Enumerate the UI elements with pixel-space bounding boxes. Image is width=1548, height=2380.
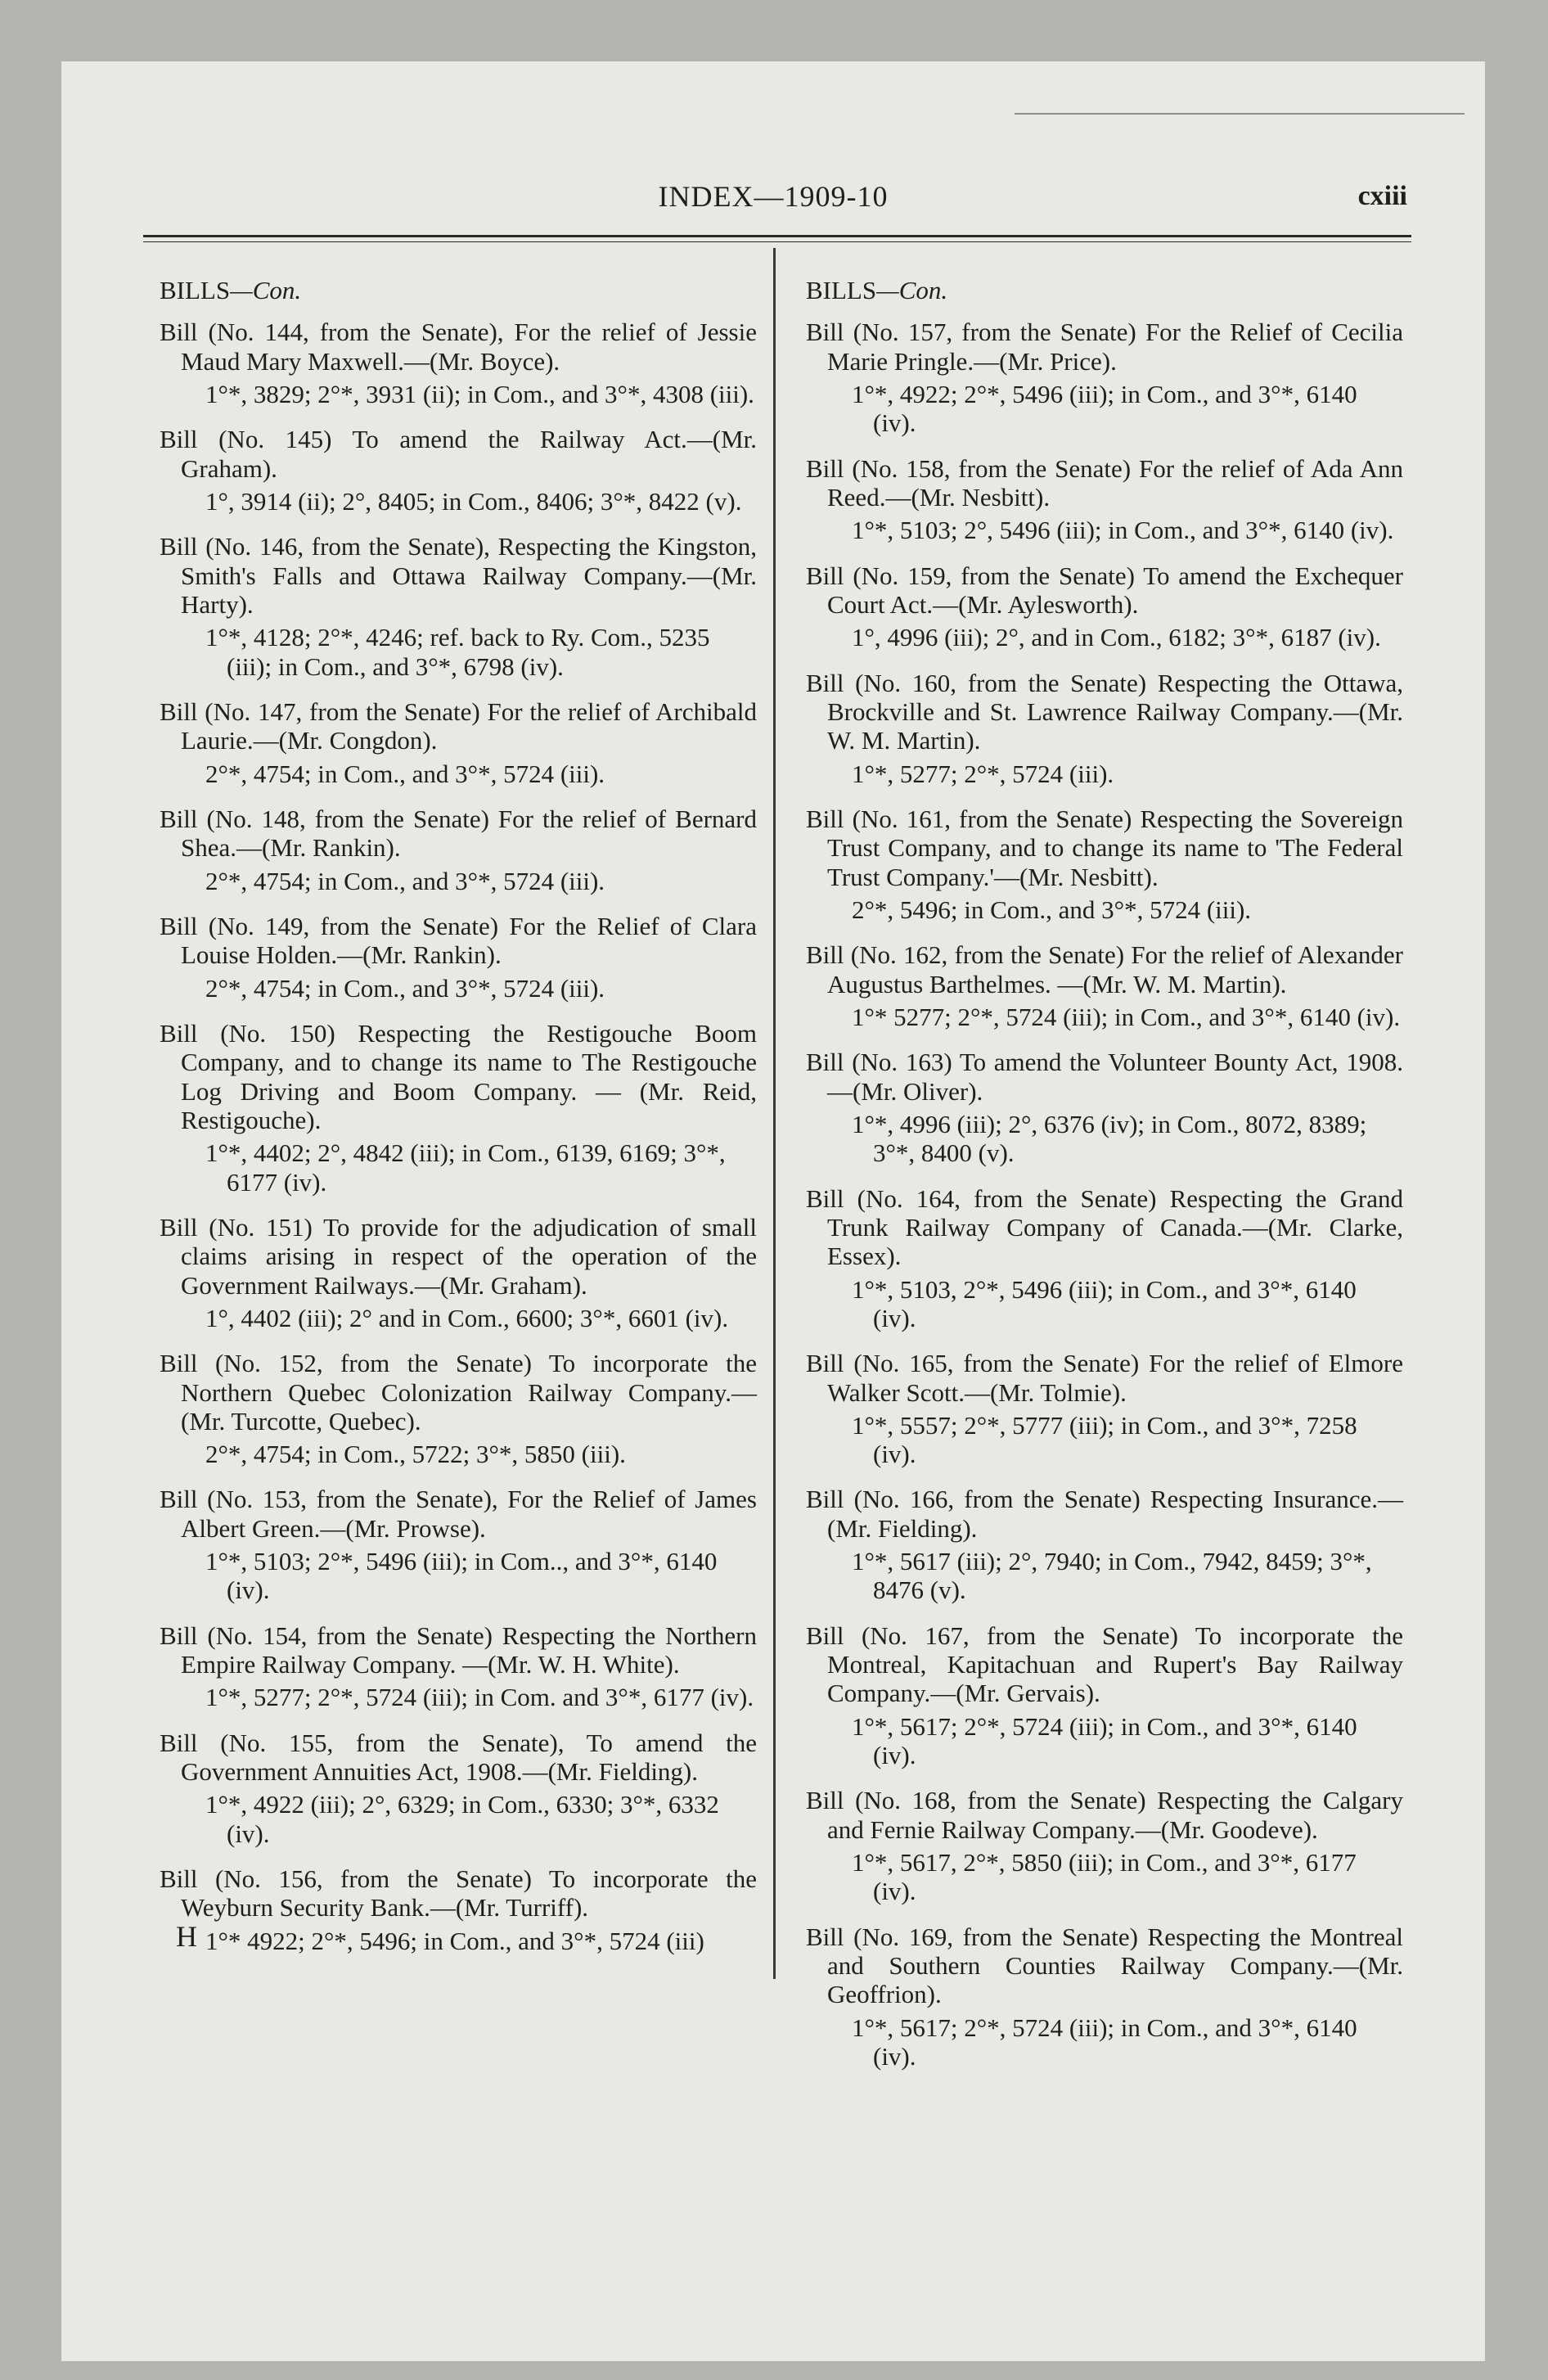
bill-references: 1°*, 3829; 2°*, 3931 (ii); in Com., and 3°*, 4308 (iii). [205, 379, 754, 408]
index-entry [160, 697, 757, 788]
bill-title: Bill (No. 147, from the Senate) For the relief of Archibald Laurie.—(Mr. Congdon). [160, 696, 757, 755]
bill-title: Bill (No. 148, from the Senate) For the relief of Bernard Shea.—(Mr. Rankin). [160, 804, 757, 863]
bill-title: Bill (No. 146, from the Senate), Respecting the Kingston, Smith's Falls and Ottawa Railway Company.—(Mr. Harty). [160, 532, 757, 619]
bill-references: 1°*, 5277; 2°*, 5724 (iii); in Com. and 3°*, 6177 (iv). [205, 1683, 754, 1712]
bill-title: Bill (No. 151) To provide for the adjudication of small claims arising in respect of the operation of the Government Railways.—(Mr. Graham). [160, 1212, 757, 1300]
bill-title: Bill (No. 156, from the Senate) To incorporate the Weyburn Security Bank.—(Mr. Turriff). [160, 1864, 757, 1922]
bill-title: Bill (No. 144, from the Senate), For the relief of Jessie Maud Mary Maxwell.—(Mr. Boyce). [160, 318, 757, 376]
bill-title: Bill (No. 168, from the Senate) Respecting the Calgary and Fernie Railway Company.—(Mr. Goodeve). [806, 1786, 1403, 1844]
index-entry [806, 1621, 1403, 1770]
bill-references: 1°* 5277; 2°*, 5724 (iii); in Com., and 3°*, 6140 (iv). [852, 1002, 1401, 1031]
bill-references: 1°*, 4128; 2°*, 4246; ref. back to Ry. Com., 5235 (iii); in Com., and 3°*, 6798 (iv). [205, 623, 710, 681]
bill-title: Bill (No. 145) To amend the Railway Act.—(Mr. Graham). [160, 425, 757, 483]
bill-references: 2°*, 4754; in Com., and 3°*, 5724 (iii). [205, 866, 605, 895]
bill-title: Bill (No. 169, from the Senate) Respecting the Montreal and Southern Counties Railway Company.—(Mr. Geoffrion). [806, 1922, 1403, 2009]
index-entry [160, 1729, 757, 1848]
bill-references: 1°*, 5557; 2°*, 5777 (iii); in Com., and 3°*, 7258 (iv). [852, 1410, 1357, 1469]
index-entry [160, 318, 757, 408]
index-entry [806, 940, 1403, 1031]
index-entry [806, 1485, 1403, 1604]
bill-references: 1°*, 5617; 2°*, 5724 (iii); in Com., and 3°*, 6140 (iv). [852, 1711, 1357, 1770]
bill-title: Bill (No. 165, from the Senate) For the relief of Elmore Walker Scott.—(Mr. Tolmie). [806, 1349, 1403, 1407]
index-entry [160, 805, 757, 895]
bill-references: 1°*, 5103; 2°, 5496 (iii); in Com., and 3°*, 6140 (iv). [852, 516, 1394, 545]
bill-references: 1°, 4402 (iii); 2° and in Com., 6600; 3°*, 6601 (iv). [205, 1303, 729, 1332]
index-entry [160, 532, 757, 681]
bill-references: 2°*, 4754; in Com., 5722; 3°*, 5850 (iii). [205, 1440, 626, 1469]
index-entry [160, 1349, 757, 1468]
entry-list [160, 318, 757, 1955]
bill-title: Bill (No. 149, from the Senate) For the Relief of Clara Louise Holden.—(Mr. Rankin). [160, 911, 757, 970]
right-column [806, 276, 1403, 2087]
index-entry [806, 561, 1403, 652]
index-entry [806, 454, 1403, 545]
bill-references: 1°*, 4922 (iii); 2°, 6329; in Com., 6330; 3°*, 6332 (iv). [205, 1790, 719, 1848]
bill-title: Bill (No. 162, from the Senate) For the relief of Alexander Augustus Barthelmes. —(Mr. W. M. Martin). [806, 940, 1403, 998]
bill-title: Bill (No. 152, from the Senate) To incorporate the Northern Quebec Colonization Railway Company.—(Mr. Turcotte, Quebec). [160, 1349, 757, 1436]
entry-list [806, 318, 1403, 2071]
page-number: cxiii [1357, 181, 1407, 211]
bill-references: 1°*, 4996 (iii); 2°, 6376 (iv); in Com., 8072, 8389; 3°*, 8400 (v). [852, 1109, 1367, 1168]
index-entry [806, 1184, 1403, 1333]
bill-references: 1°*, 5617 (iii); 2°, 7940; in Com., 7942, 8459; 3°*, 8476 (v). [852, 1547, 1372, 1605]
column-heading [160, 276, 757, 304]
header-rule-thin [143, 241, 1411, 242]
bill-title: Bill (No. 157, from the Senate) For the Relief of Cecilia Marie Pringle.—(Mr. Price). [806, 318, 1403, 376]
index-entry [806, 1922, 1403, 2071]
index-entry [160, 1019, 757, 1197]
heading-label: BILLS [160, 276, 231, 304]
index-entry [806, 318, 1403, 437]
index-entry [160, 1864, 757, 1955]
bill-references: 2°*, 5496; in Com., and 3°*, 5724 (iii). [852, 895, 1252, 924]
heading-label: BILLS [806, 276, 877, 304]
bill-references: 1°*, 4922; 2°*, 5496 (iii); in Com., and 3°*, 6140 (iv). [852, 379, 1357, 438]
index-page [61, 61, 1485, 2361]
bill-references: 1°*, 5103; 2°*, 5496 (iii); in Com.., and 3°*, 6140 (iv). [205, 1547, 718, 1605]
bill-title: Bill (No. 163) To amend the Volunteer Bounty Act, 1908.—(Mr. Oliver). [806, 1048, 1403, 1106]
bill-references: 1°*, 4402; 2°, 4842 (iii); in Com., 6139, 6169; 3°*, 6177 (iv). [205, 1138, 726, 1197]
index-entry [160, 1621, 757, 1712]
column-divider [773, 248, 776, 1979]
index-entry [806, 1349, 1403, 1468]
bill-title: Bill (No. 150) Respecting the Restigouche Boom Company, and to change its name to The Restigouche Log Driving and Boom Company. — (Mr. Reid, Restigouche). [160, 1018, 757, 1134]
bill-references: 1°*, 5617; 2°*, 5724 (iii); in Com., and 3°*, 6140 (iv). [852, 2013, 1357, 2071]
bill-title: Bill (No. 166, from the Senate) Respecting Insurance.—(Mr. Fielding). [806, 1485, 1403, 1543]
index-entry [806, 805, 1403, 924]
heading-continued: —Con. [230, 276, 302, 304]
bill-references: 2°*, 4754; in Com., and 3°*, 5724 (iii). [205, 759, 605, 788]
top-rule [1015, 113, 1465, 115]
bill-references: 1°*, 5277; 2°*, 5724 (iii). [852, 759, 1114, 788]
bill-references: 1°* 4922; 2°*, 5496; in Com., and 3°*, 5724 (iii) [205, 1926, 704, 1955]
bill-references: 1°, 3914 (ii); 2°, 8405; in Com., 8406; 3°*, 8422 (v). [205, 486, 742, 516]
index-entry [806, 1786, 1403, 1905]
bill-title: Bill (No. 167, from the Senate) To incorporate the Montreal, Kapitachuan and Rupert's Bay Railway Company.—(Mr. Gervais). [806, 1620, 1403, 1708]
index-entry [160, 425, 757, 516]
bill-references: 1°, 4996 (iii); 2°, and in Com., 6182; 3°*, 6187 (iv). [852, 623, 1381, 652]
bill-title: Bill (No. 154, from the Senate) Respecting the Northern Empire Railway Company. —(Mr. W. H. White). [160, 1620, 757, 1679]
bill-title: Bill (No. 153, from the Senate), For the Relief of James Albert Green.—(Mr. Prowse). [160, 1485, 757, 1543]
index-entry [806, 669, 1403, 788]
left-column [160, 276, 757, 1972]
bill-references: 1°*, 5103, 2°*, 5496 (iii); in Com., and 3°*, 6140 (iv). [852, 1274, 1357, 1332]
bill-title: Bill (No. 155, from the Senate), To amend the Government Annuities Act, 1908.—(Mr. Fielding). [160, 1728, 757, 1787]
index-entry [160, 912, 757, 1003]
bill-title: Bill (No. 159, from the Senate) To amend the Exchequer Court Act.—(Mr. Aylesworth). [806, 561, 1403, 619]
bill-references: 2°*, 4754; in Com., and 3°*, 5724 (iii). [205, 973, 605, 1003]
signature-mark: H [176, 1920, 197, 1953]
bill-title: Bill (No. 160, from the Senate) Respecting the Ottawa, Brockville and St. Lawrence Railway Company.—(Mr. W. M. Martin). [806, 668, 1403, 755]
column-heading [806, 276, 1403, 304]
bill-title: Bill (No. 161, from the Senate) Respecting the Sovereign Trust Company, and to change its name to 'The Federal Trust Company.'—(Mr. Nesbitt). [806, 804, 1403, 891]
page-title: INDEX—1909-10 [658, 180, 889, 213]
index-entry [806, 1048, 1403, 1167]
index-entry [160, 1485, 757, 1604]
bill-title: Bill (No. 164, from the Senate) Respecting the Grand Trunk Railway Company of Canada.—(Mr. Clarke, Essex). [806, 1183, 1403, 1271]
header-rule-thick [143, 235, 1411, 237]
index-entry [160, 1213, 757, 1332]
bill-references: 1°*, 5617, 2°*, 5850 (iii); in Com., and 3°*, 6177 (iv). [852, 1848, 1357, 1906]
heading-continued: —Con. [876, 276, 948, 304]
bill-title: Bill (No. 158, from the Senate) For the relief of Ada Ann Reed.—(Mr. Nesbitt). [806, 453, 1403, 512]
